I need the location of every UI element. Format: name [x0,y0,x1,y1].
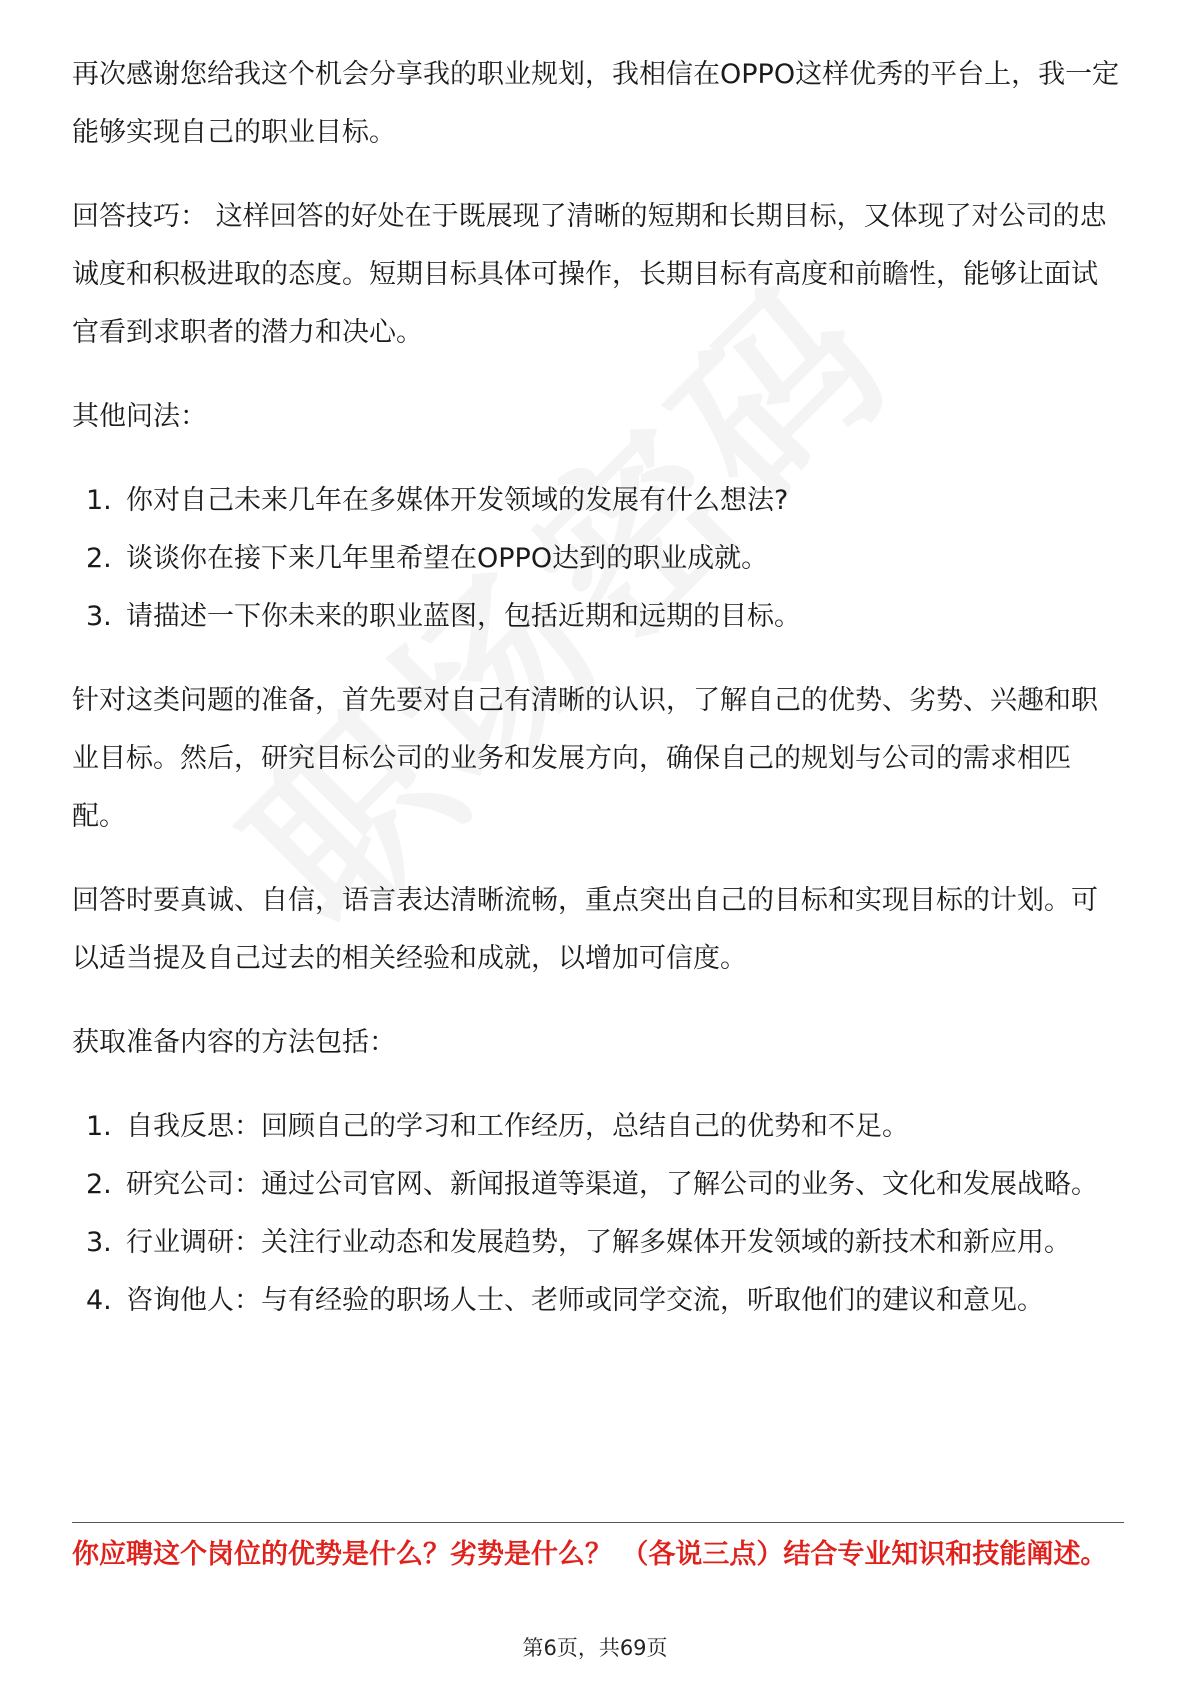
section-divider [72,1522,1124,1523]
answer-tips-paragraph: 回答技巧： 这样回答的好处在于既展现了清晰的短期和长期目标，又体现了对公司的忠诚度和积极进取的态度。短期目标具体可操作，长期目标有高度和前瞻性，能够让面试官看到求职者的潜力和决心。 [72,201,1107,348]
list-item [72,1098,1122,1156]
list-item-text: 谈谈你在接下来几年里希望在OPPO达到的职业成就。 [126,543,769,574]
list-item [72,588,1122,646]
list-item-text: 咨询他人：与有经验的职场人士、老师或同学交流，听取他们的建议和意见。 [126,1285,1044,1316]
list-item [72,1214,1122,1272]
list-item [72,530,1122,588]
closing-paragraph: 再次感谢您给我这个机会分享我的职业规划，我相信在OPPO这样优秀的平台上，我一定能够实现自己的职业目标。 [72,59,1120,148]
list-item-number: 1. [86,485,112,516]
list-item-text: 自我反思：回顾自己的学习和工作经历，总结自己的优势和不足。 [126,1111,909,1142]
list-item [72,472,1122,530]
list-item-text: 研究公司：通过公司官网、新闻报道等渠道，了解公司的业务、文化和发展战略。 [126,1169,1098,1200]
list-item-number: 4. [86,1285,112,1316]
list-item-text: 行业调研：关注行业动态和发展趋势，了解多媒体开发领域的新技术和新应用。 [126,1227,1071,1258]
list-item [72,1156,1122,1214]
list-item-number: 3. [86,601,112,632]
list-item-text: 请描述一下你未来的职业蓝图，包括近期和远期的目标。 [126,601,801,632]
list-item-number: 3. [86,1227,112,1258]
preparation-paragraph: 针对这类问题的准备，首先要对自己有清晰的认识，了解自己的优势、劣势、兴趣和职业目标。然后，研究目标公司的业务和发展方向，确保自己的规划与公司的需求相匹配。 [72,685,1098,832]
methods-list [72,1098,1122,1330]
list-item-number: 2. [86,543,112,574]
list-item [72,1272,1122,1330]
list-item-number: 2. [86,1169,112,1200]
delivery-paragraph: 回答时要真诚、自信，语言表达清晰流畅，重点突出自己的目标和实现目标的计划。可以适当提及自己过去的相关经验和成就，以增加可信度。 [72,885,1098,974]
other-questions-list [72,472,1122,646]
methods-heading: 获取准备内容的方法包括： [72,1027,396,1058]
list-item-text: 你对自己未来几年在多媒体开发领域的发展有什么想法? [126,485,789,516]
page-content [72,46,1122,1356]
other-questions-heading: 其他问法： [72,401,207,432]
page-number: 第6页，共69页 [522,1636,668,1660]
list-item-number: 1. [86,1111,112,1142]
next-question-heading: 你应聘这个岗位的优势是什么？劣势是什么？ （各说三点）结合专业知识和技能阐述。 [72,1539,1108,1570]
